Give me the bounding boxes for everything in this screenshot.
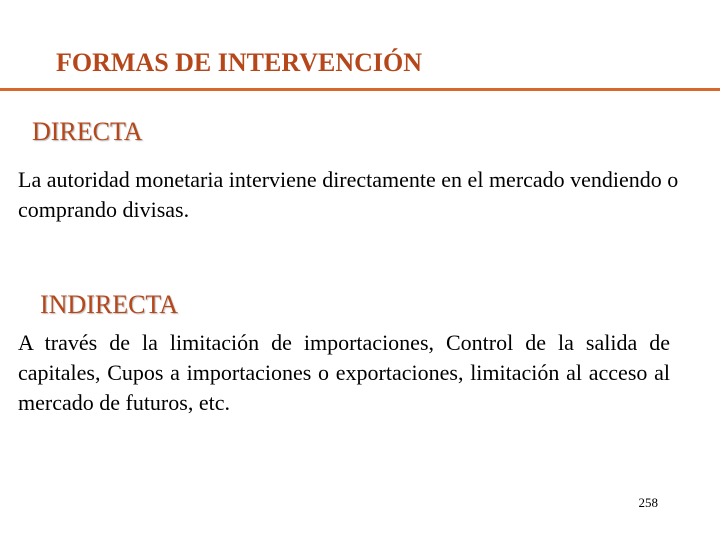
- slide-title: FORMAS DE INTERVENCIÓN: [56, 48, 423, 77]
- page-number: 258: [638, 495, 658, 510]
- section-text-directa: La autoridad monetaria interviene directamente en el mercado vendiendo o comprando divisas.: [18, 167, 679, 222]
- section-heading-indirecta: INDIRECTA: [40, 290, 179, 319]
- section-heading-directa: DIRECTA: [32, 117, 143, 146]
- title-divider: [0, 88, 720, 91]
- section-text-indirecta: A través de la limitación de importaciones, Control de la salida de capitales, Cupos a importaciones o exportaciones, limitación al acceso al mercado de futuros, etc.: [18, 330, 670, 415]
